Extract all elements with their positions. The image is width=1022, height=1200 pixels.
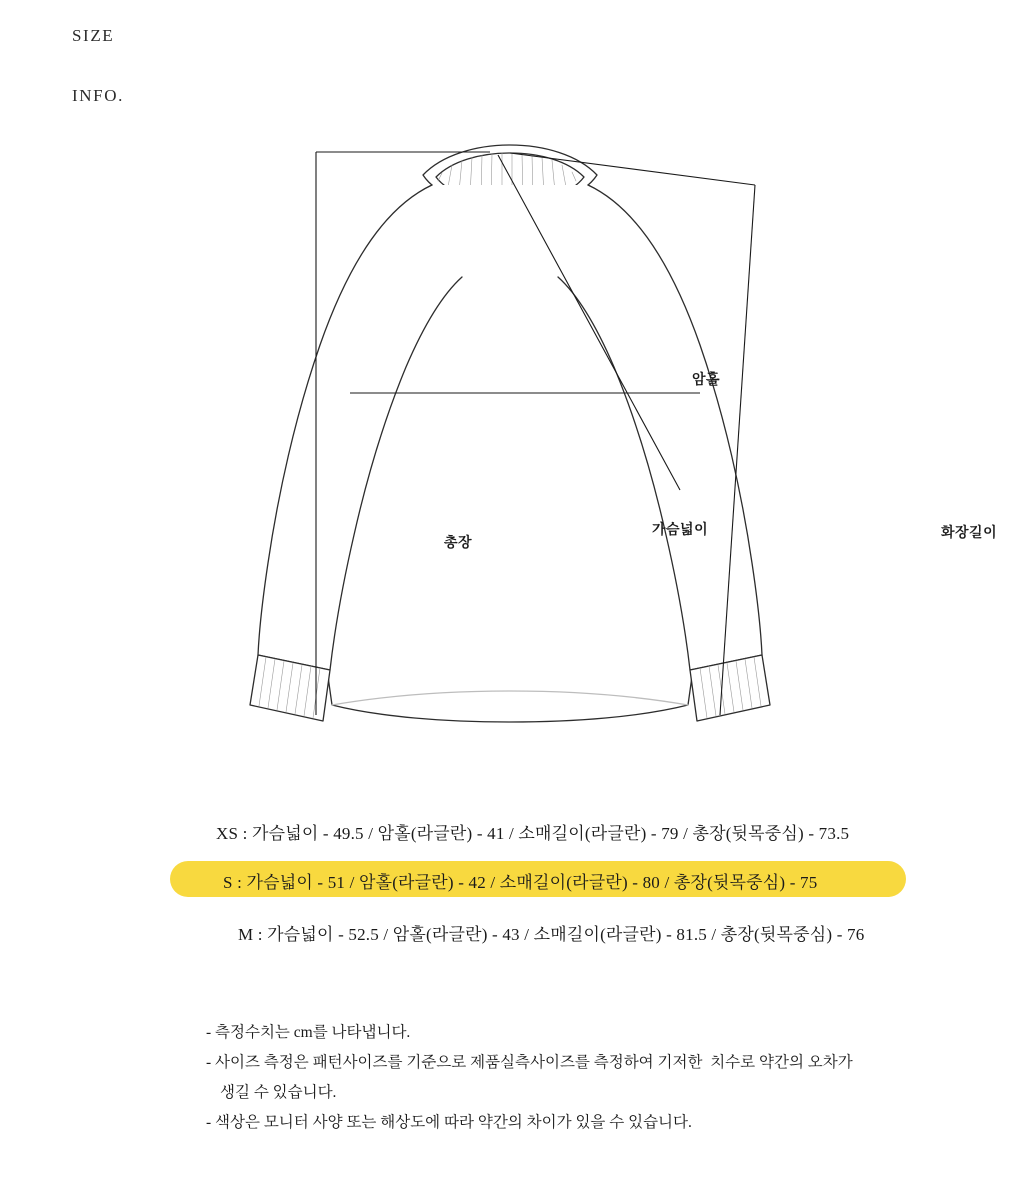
info-heading: INFO. [72, 86, 124, 105]
note-line-1: - 측정수치는 cm를 나타냅니다. [206, 1024, 411, 1041]
garment-illustration [180, 95, 880, 760]
size-row-s-text: S : 가슴넓이 - 51 / 암홀(라글란) - 42 / 소매길이(라글란) - 80 / 총장(뒷목중심) - 75 [223, 873, 818, 892]
size-notes [206, 1018, 966, 1138]
label-chest-width: 가슴넓이 [652, 522, 709, 538]
size-row-xs-text: XS : 가슴넓이 - 49.5 / 암홀(라글란) - 41 / 소매길이(라글란) - 79 / 총장(뒷목중심) - 73.5 [216, 824, 850, 843]
note-line-2: - 사이즈 측정은 패턴사이즈를 기준으로 제품실측사이즈를 측정하여 기저한 치수로 약간의 오차가 [206, 1054, 853, 1071]
size-row-xs [0, 816, 1022, 847]
label-total-length: 총장 [444, 535, 473, 551]
size-row-m [0, 917, 1022, 948]
size-heading: SIZE [72, 26, 115, 45]
label-armhole: 암홀 [692, 372, 721, 388]
note-line-4: - 색상은 모니터 사양 또는 해상도에 따라 약간의 차이가 있을 수 있습니다. [206, 1114, 692, 1131]
label-sleeve-length: 화장길이 [941, 525, 998, 541]
size-row-s [0, 865, 1022, 896]
size-chart-diagram [180, 95, 998, 760]
note-line-3: 생길 수 있습니다. [220, 1084, 337, 1101]
size-row-m-text: M : 가슴넓이 - 52.5 / 암홀(라글란) - 43 / 소매길이(라글란) - 81.5 / 총장(뒷목중심) - 76 [238, 925, 865, 944]
